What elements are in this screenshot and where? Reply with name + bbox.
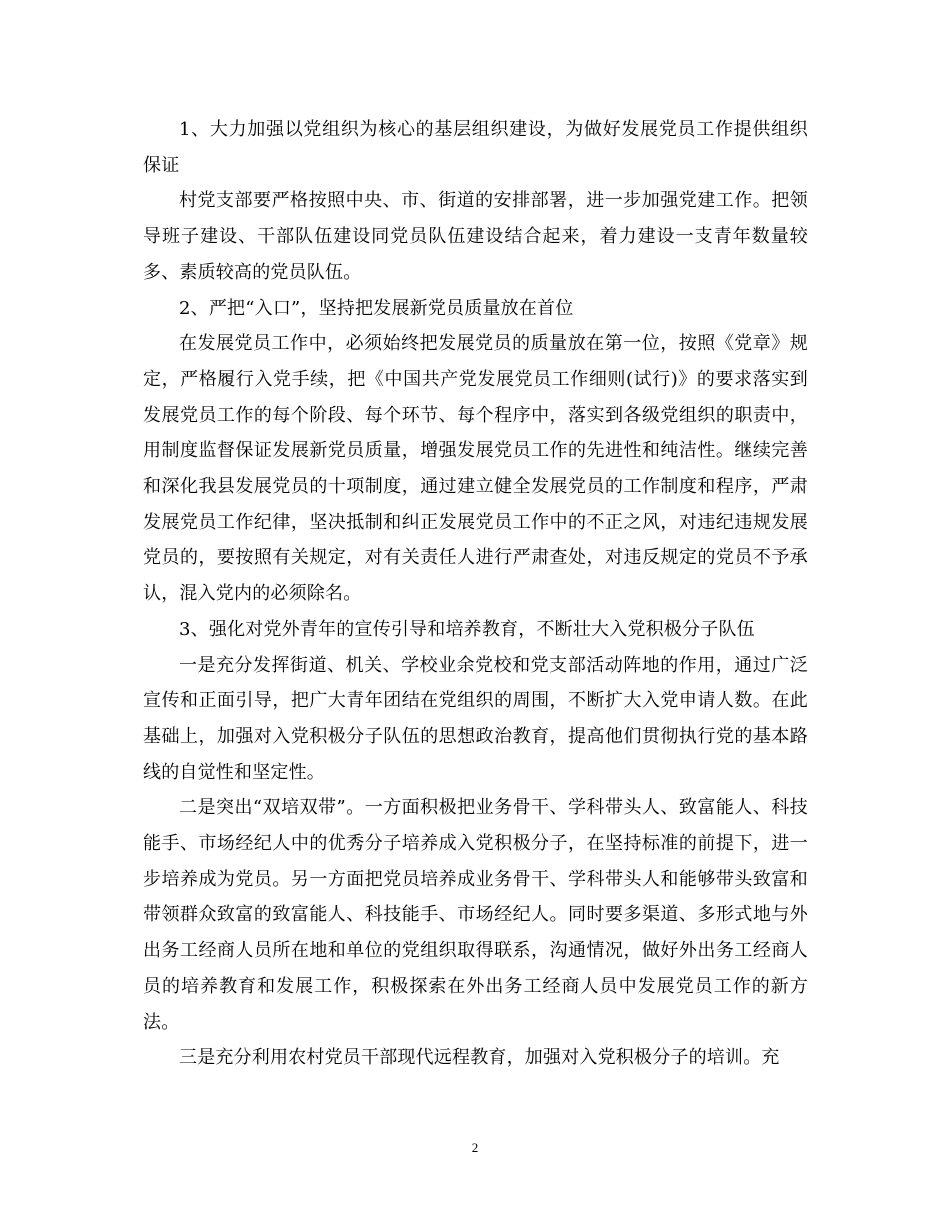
heading-section-1: 1、大力加强以党组织为核心的基层组织建设，为做好发展党员工作提供组织保证 — [143, 119, 808, 176]
body-paragraph: 村党支部要严格按照中央、市、街道的安排部署，进一步加强党建工作。把领导班子建设、干部队伍建设同党员队伍建设结合起来，着力建设一支青年数量较多、素质较高的党员队伍。 — [143, 190, 808, 283]
heading-section-3: 3、强化对党外青年的宣传引导和培养教育，不断壮大入党积极分子队伍 — [179, 618, 755, 640]
document-body — [143, 112, 808, 1076]
body-paragraph: 在发展党员工作中，必须始终把发展党员的质量放在第一位，按照《党章》规定，严格履行入党手续，把《中国共产党发展党员工作细则(试行)》的要求落实到发展党员工作的每个阶段、每个环节、每个程序中，落实到各级党组织的职责中，用制度监督保证发展新党员质量，增强发展党员工作的先进性和纯洁性。继续完善和深化我县发展党员的十项制度，通过建立健全发展党员的工作制度和程序，严肃发展党员工作纪律，坚决抵制和纠正发展党员工作中的不正之风，对违纪违规发展党员的，要按照有关规定，对有关责任人进行严肃查处，对违反规定的党员不予承认，混入党内的必须除名。 — [143, 333, 808, 605]
heading-section-2: 2、严把“入口”，坚持把发展新党员质量放在首位 — [179, 297, 574, 319]
page-number: 2 — [471, 1140, 479, 1155]
body-paragraph: 二是突出“双培双带”。一方面积极把业务骨干、学科带头人、致富能人、科技能手、市场经纪人中的优秀分子培养成入党积极分子，在坚持标准的前提下，进一步培养成为党员。另一方面把党员培养成业务骨干、学科带头人和能够带头致富和带领群众致富的致富能人、科技能手、市场经纪人。同时要多渠道、多形式地与外出务工经商人员所在地和单位的党组织取得联系，沟通情况，做好外出务工经商人员的培养教育和发展工作，积极探索在外出务工经商人员中发展党员工作的新方法。 — [143, 797, 808, 1033]
body-paragraph: 一是充分发挥街道、机关、学校业余党校和党支部活动阵地的作用，通过广泛宣传和正面引导，把广大青年团结在党组织的周围，不断扩大入党申请人数。在此基础上，加强对入党积极分子队伍的思想政治教育，提高他们贯彻执行党的基本路线的自觉性和坚定性。 — [143, 654, 808, 783]
body-paragraph: 三是充分利用农村党员干部现代远程教育，加强对入党积极分子的培训。充 — [179, 1047, 780, 1069]
